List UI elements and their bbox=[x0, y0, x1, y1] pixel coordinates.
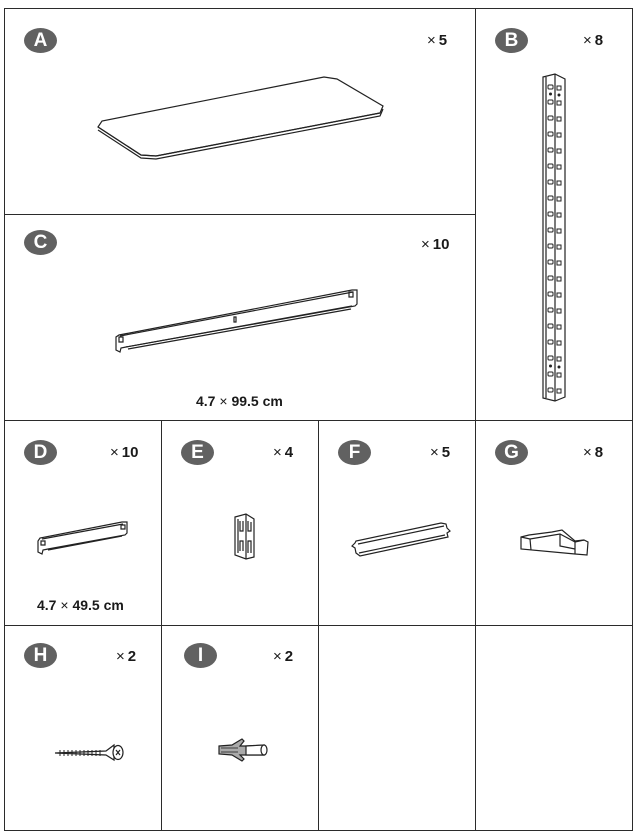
part-quantity-f: × 5 bbox=[430, 444, 451, 461]
part-quantity-e: × 4 bbox=[273, 444, 294, 461]
support-bar-icon bbox=[318, 420, 476, 626]
part-label-badge-g: G bbox=[495, 440, 528, 465]
part-cell-f bbox=[318, 420, 476, 626]
part-cell-i bbox=[161, 625, 319, 831]
part-cell-g bbox=[475, 420, 633, 626]
part-quantity-i: × 2 bbox=[273, 648, 294, 665]
long-beam-icon bbox=[4, 214, 476, 421]
part-quantity-a: × 5 bbox=[427, 32, 448, 49]
empty-cell-2 bbox=[475, 625, 633, 831]
corner-bracket-icon bbox=[234, 513, 256, 559]
part-quantity-h: × 2 bbox=[116, 648, 137, 665]
part-cell-h bbox=[4, 625, 162, 831]
part-label-badge-a: A bbox=[24, 28, 57, 53]
part-label-badge-h: H bbox=[24, 643, 57, 668]
part-label-badge-b: B bbox=[495, 28, 528, 53]
part-cell-c bbox=[4, 214, 476, 421]
part-dimension-c: 4.7 × 99.5 cm bbox=[196, 393, 283, 409]
part-label-badge-d: D bbox=[24, 440, 57, 465]
part-quantity-d: × 10 bbox=[110, 444, 139, 461]
part-label-badge-e: E bbox=[181, 440, 214, 465]
empty-cell-1 bbox=[318, 625, 476, 831]
screw-icon bbox=[54, 742, 126, 762]
part-label-badge-c: C bbox=[24, 230, 57, 255]
part-cell-b bbox=[475, 8, 633, 421]
short-beam-icon bbox=[4, 420, 162, 626]
part-quantity-c: × 10 bbox=[421, 236, 450, 253]
part-dimension-d: 4.7 × 49.5 cm bbox=[37, 597, 124, 613]
shelf-panel-icon bbox=[4, 8, 476, 215]
part-label-badge-f: F bbox=[338, 440, 371, 465]
part-label-badge-i: I bbox=[184, 643, 217, 668]
part-quantity-b: × 8 bbox=[583, 32, 604, 49]
foot-cap-icon bbox=[475, 420, 633, 626]
part-cell-d bbox=[4, 420, 162, 626]
part-cell-e bbox=[161, 420, 319, 626]
part-cell-a bbox=[4, 8, 476, 215]
wall-plug-icon bbox=[218, 738, 270, 762]
part-quantity-g: × 8 bbox=[583, 444, 604, 461]
upright-post-icon bbox=[541, 73, 571, 403]
